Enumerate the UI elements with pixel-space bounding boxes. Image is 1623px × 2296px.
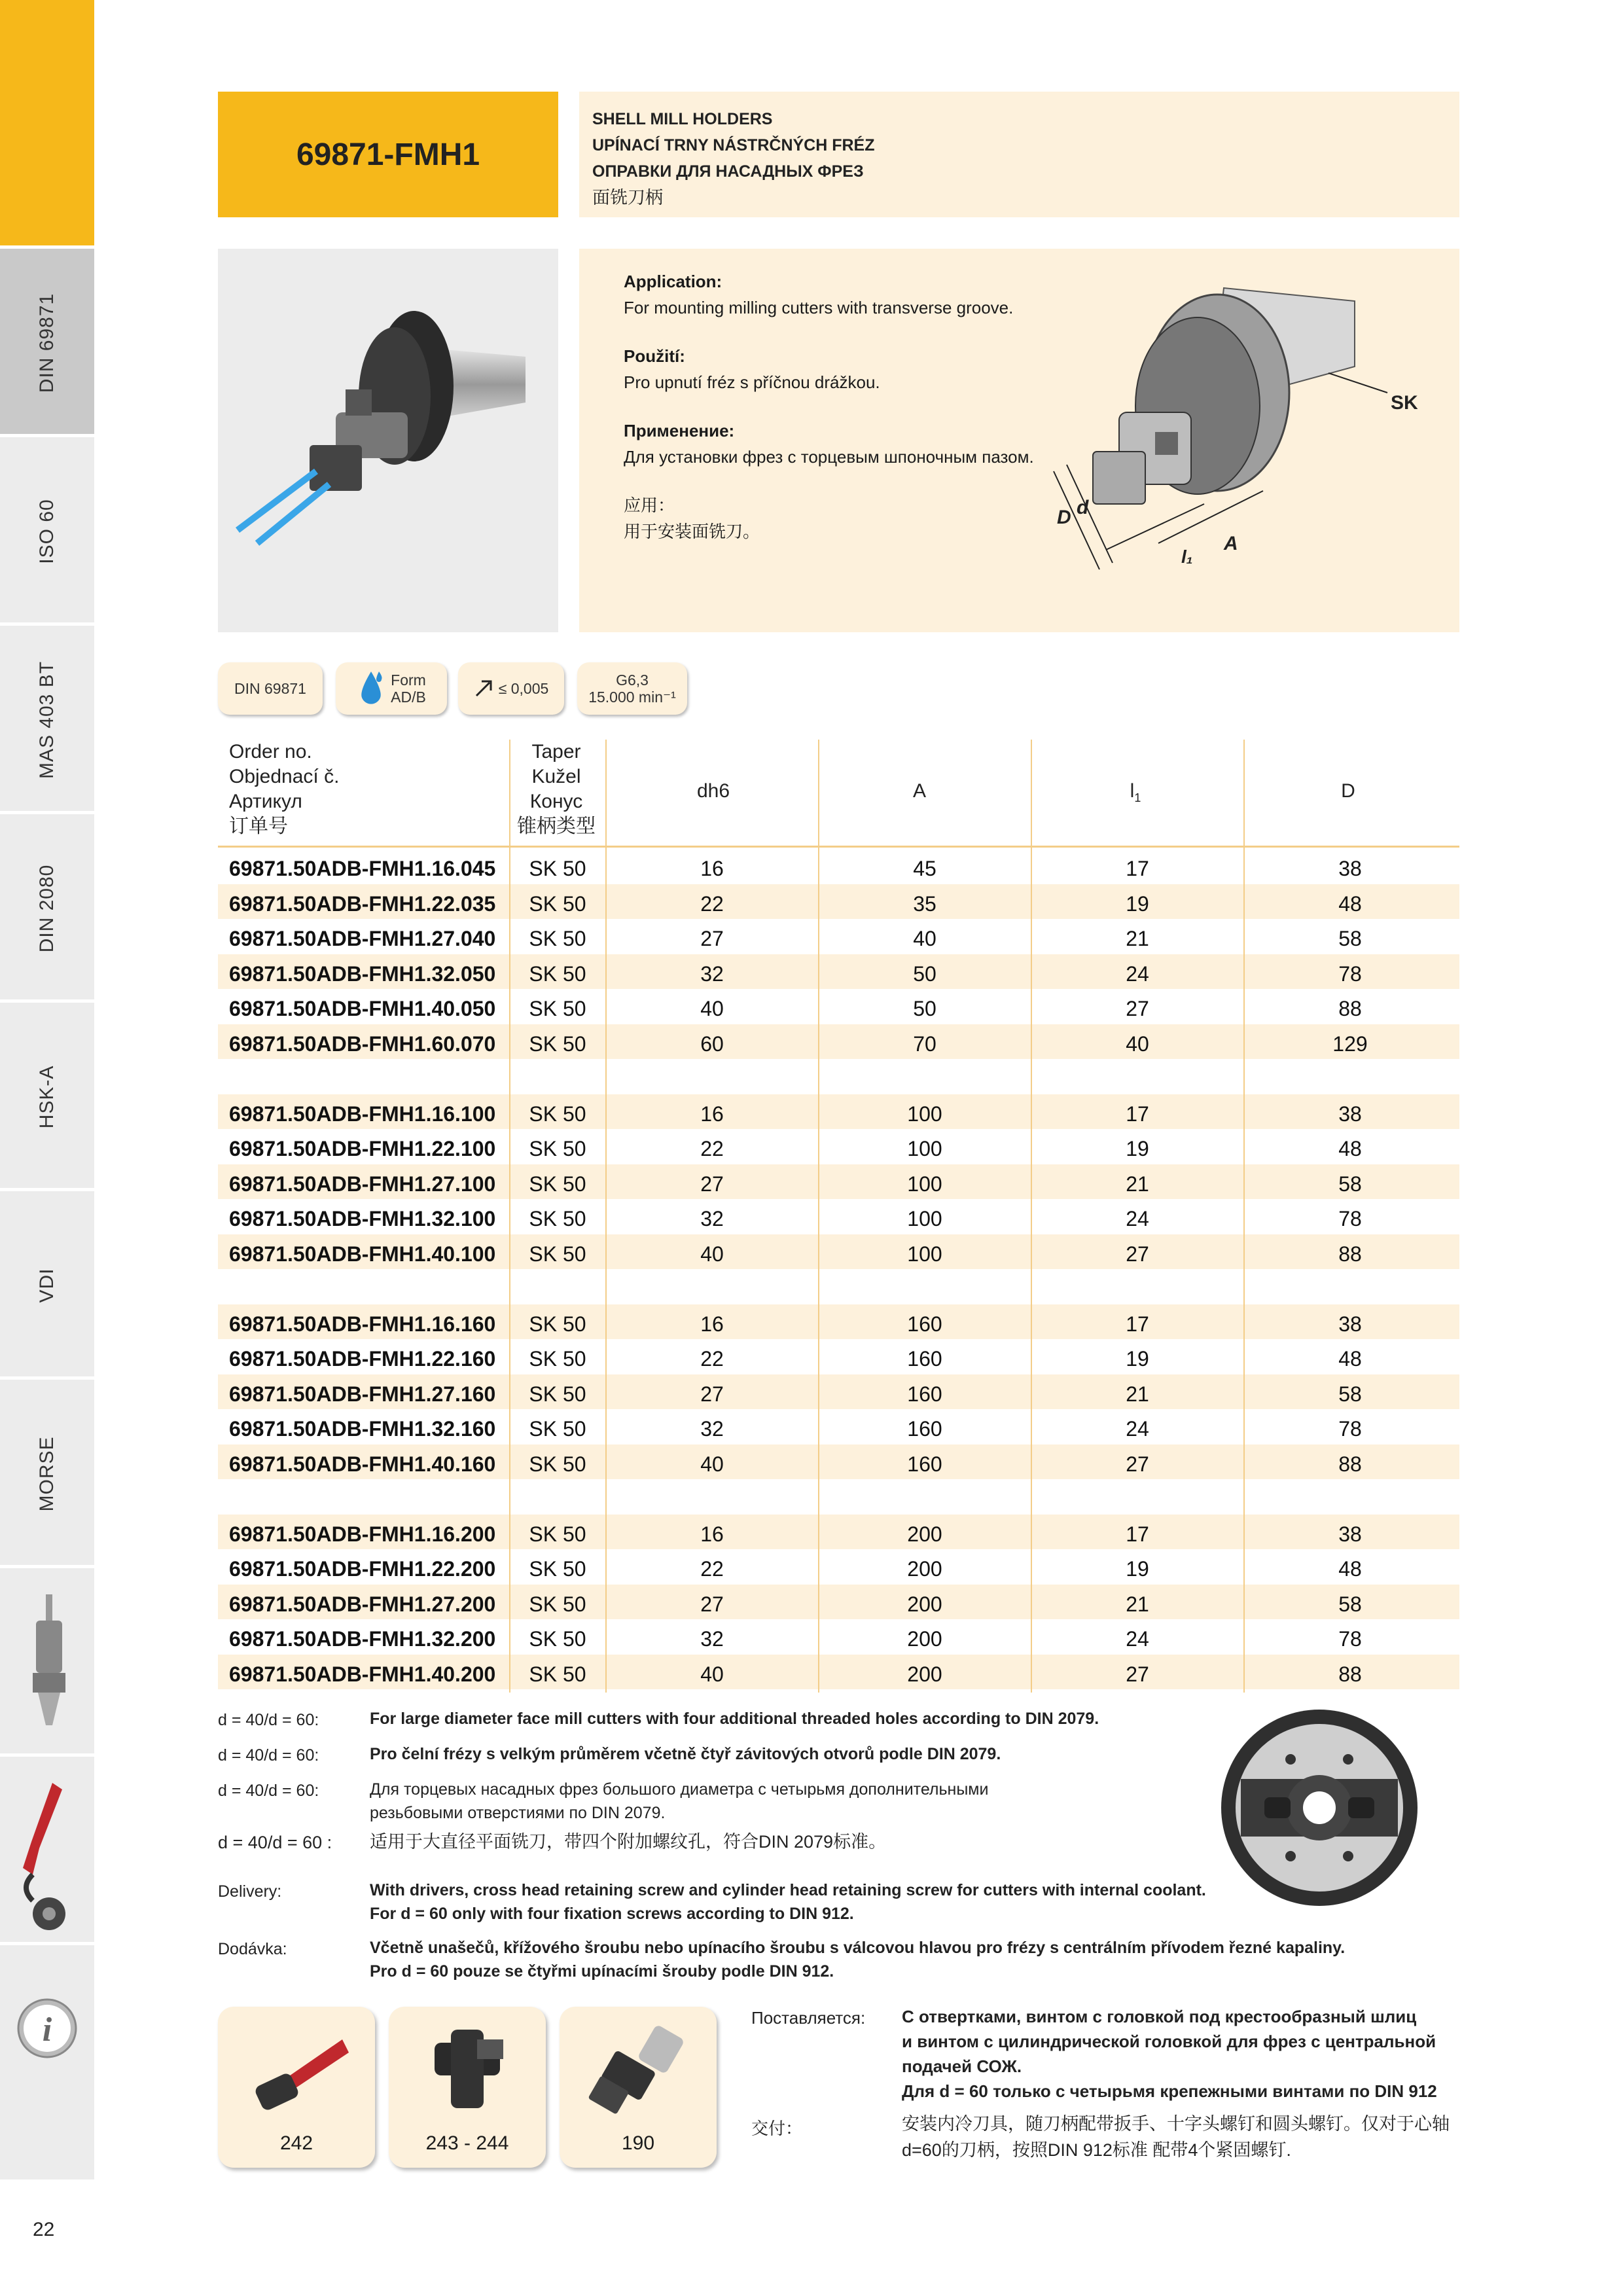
dh6-cell: 22 bbox=[700, 1347, 724, 1371]
badge-form-line2: AD/B bbox=[391, 689, 426, 706]
A-cell: 200 bbox=[907, 1592, 942, 1616]
order-number-cell: 69871.50ADB-FMH1.27.200 bbox=[229, 1592, 496, 1616]
sidebar-tab-din69871[interactable] bbox=[0, 245, 94, 434]
badge-balance-speed: 15.000 min⁻¹ bbox=[588, 689, 676, 706]
A-cell: 200 bbox=[907, 1557, 942, 1581]
sidebar-brand-block bbox=[0, 0, 94, 245]
sidebar bbox=[0, 0, 94, 2179]
l1-cell: 21 bbox=[1126, 1382, 1149, 1406]
table-row bbox=[218, 989, 1459, 1024]
delivery-label-en: Delivery: bbox=[218, 1882, 282, 1901]
table-row bbox=[218, 919, 1459, 954]
header-order-ru: Артикул bbox=[229, 791, 302, 812]
application-heading-cz: Použití: bbox=[624, 346, 685, 366]
table-row bbox=[218, 1304, 1459, 1339]
D-cell: 48 bbox=[1338, 1137, 1362, 1160]
application-panel bbox=[579, 249, 1459, 632]
D-cell: 48 bbox=[1338, 1557, 1362, 1581]
dh6-cell: 27 bbox=[700, 1172, 724, 1196]
l1-cell: 27 bbox=[1126, 1242, 1149, 1266]
header-l: l bbox=[1130, 780, 1135, 802]
badge-din: DIN 69871 bbox=[218, 662, 323, 715]
A-cell: 200 bbox=[907, 1627, 942, 1651]
badge-runout bbox=[458, 662, 564, 715]
technical-drawing bbox=[1041, 262, 1446, 615]
dh6-cell: 16 bbox=[700, 1522, 724, 1546]
dh6-cell: 22 bbox=[700, 891, 724, 916]
header-A: A bbox=[912, 780, 926, 802]
header-dh6: dh6 bbox=[696, 780, 730, 802]
order-number-cell: 69871.50ADB-FMH1.22.160 bbox=[229, 1347, 496, 1371]
order-number-cell: 69871.50ADB-FMH1.16.045 bbox=[229, 857, 496, 880]
delivery-ru-3: подачей СОЖ. bbox=[902, 2056, 1022, 2076]
table-spacer-row bbox=[218, 1059, 1459, 1094]
taper-cell: SK 50 bbox=[529, 1522, 586, 1546]
taper-cell: SK 50 bbox=[529, 927, 586, 950]
shell-mill-holder-photo bbox=[218, 249, 558, 632]
title-en: SHELL MILL HOLDERS bbox=[592, 110, 773, 128]
l1-cell: 27 bbox=[1126, 997, 1149, 1020]
dh6-cell: 32 bbox=[700, 1207, 724, 1230]
badge-balance-grade: G6,3 bbox=[616, 672, 649, 689]
A-cell: 35 bbox=[913, 891, 936, 916]
order-number-cell: 69871.50ADB-FMH1.40.160 bbox=[229, 1452, 496, 1476]
A-cell: 50 bbox=[913, 997, 936, 1020]
column-divider bbox=[1243, 740, 1245, 1693]
column-divider bbox=[509, 740, 510, 1693]
order-number-cell: 69871.50ADB-FMH1.22.035 bbox=[229, 891, 496, 916]
product-code: 69871-FMH1 bbox=[218, 92, 558, 217]
l1-cell: 24 bbox=[1126, 1417, 1149, 1441]
delivery-ru-2: и винтом с цилиндрической головкой для фрез с центральной bbox=[902, 2032, 1436, 2051]
A-cell: 50 bbox=[913, 961, 936, 986]
table-row bbox=[218, 1655, 1459, 1689]
table-spacer-row bbox=[218, 1269, 1459, 1304]
D-cell: 88 bbox=[1338, 1452, 1362, 1476]
l1-cell: 17 bbox=[1126, 1522, 1149, 1546]
table-row bbox=[218, 1164, 1459, 1199]
sidebar-tab-mas403bt[interactable] bbox=[0, 622, 94, 811]
order-number-cell: 69871.50ADB-FMH1.27.100 bbox=[229, 1172, 496, 1196]
sidebar-tab-morse[interactable] bbox=[0, 1376, 94, 1565]
sidebar-tab-din2080[interactable] bbox=[0, 811, 94, 999]
taper-cell: SK 50 bbox=[529, 1207, 586, 1230]
D-cell: 88 bbox=[1338, 1242, 1362, 1266]
product-photo bbox=[218, 249, 558, 632]
D-cell: 129 bbox=[1332, 1031, 1368, 1056]
wrench-icon bbox=[244, 2026, 349, 2125]
badge-balance bbox=[577, 662, 687, 715]
delivery-label-ru: Поставляется: bbox=[751, 2008, 866, 2028]
A-cell: 100 bbox=[907, 1207, 942, 1230]
delivery-label-cn: 交付： bbox=[751, 2119, 803, 2138]
A-cell: 40 bbox=[913, 927, 936, 950]
title-cn: 面铣刀柄 bbox=[592, 188, 663, 207]
l1-cell: 19 bbox=[1126, 1347, 1149, 1371]
note-en: For large diameter face mill cutters with four additional threaded holes according to DIN 2079. bbox=[370, 1710, 1099, 1728]
l1-cell: 27 bbox=[1126, 1452, 1149, 1476]
sidebar-tab-iso60[interactable] bbox=[0, 434, 94, 622]
taper-cell: SK 50 bbox=[529, 891, 586, 916]
taper-cell: SK 50 bbox=[529, 1347, 586, 1371]
header-rule bbox=[218, 846, 1459, 848]
taper-cell: SK 50 bbox=[529, 1102, 586, 1126]
A-cell: 200 bbox=[907, 1522, 942, 1546]
l1-cell: 21 bbox=[1126, 1172, 1149, 1196]
dh6-cell: 60 bbox=[700, 1031, 724, 1056]
sidebar-tab-drill-chuck[interactable] bbox=[0, 1565, 94, 1753]
delivery-cz-2: Pro d = 60 pouze se čtyřmi upínacími šrouby podle DIN 912. bbox=[370, 1962, 834, 1981]
dh6-cell: 27 bbox=[700, 1592, 724, 1616]
order-number-cell: 69871.50ADB-FMH1.32.200 bbox=[229, 1627, 496, 1651]
l1-cell: 21 bbox=[1126, 1592, 1149, 1616]
taper-cell: SK 50 bbox=[529, 1452, 586, 1476]
l1-cell: 27 bbox=[1126, 1662, 1149, 1686]
taper-cell: SK 50 bbox=[529, 1137, 586, 1160]
header-taper-cn: 锥柄类型 bbox=[517, 816, 596, 837]
coolant-drop-icon bbox=[357, 669, 385, 708]
note-ru-1: Для торцевых насадных фрез большого диаметра с четырьмя дополнительными bbox=[370, 1780, 989, 1799]
l1-cell: 17 bbox=[1126, 1102, 1149, 1126]
taper-cell: SK 50 bbox=[529, 1557, 586, 1581]
note-label-cz: d = 40/d = 60: bbox=[218, 1746, 319, 1765]
header-taper-cz: Kužel bbox=[531, 766, 581, 787]
dh6-cell: 16 bbox=[700, 1312, 724, 1336]
A-cell: 45 bbox=[913, 857, 936, 880]
application-text-ru: Для установки фрез с торцевым шпоночным пазом. bbox=[624, 447, 1034, 467]
taper-cell: SK 50 bbox=[529, 1242, 586, 1266]
D-cell: 48 bbox=[1338, 891, 1362, 916]
taper-cell: SK 50 bbox=[529, 961, 586, 986]
A-cell: 200 bbox=[907, 1662, 942, 1686]
table-row bbox=[218, 1129, 1459, 1164]
header-taper-en: Taper bbox=[531, 741, 581, 762]
sidebar-tab-label: DIN 69871 bbox=[36, 293, 58, 393]
table-row bbox=[218, 1199, 1459, 1234]
sidebar-tab-accessories[interactable] bbox=[0, 1753, 94, 1942]
note-cz: Pro čelní frézy s velkým průměrem včetně čtyř závitových otvorů podle DIN 2079. bbox=[370, 1745, 1001, 1763]
order-number-cell: 69871.50ADB-FMH1.60.070 bbox=[229, 1031, 496, 1056]
label-sk: SK bbox=[1391, 392, 1418, 414]
label-d: d bbox=[1077, 497, 1089, 518]
D-cell: 38 bbox=[1338, 1102, 1362, 1126]
order-number-cell: 69871.50ADB-FMH1.27.040 bbox=[229, 927, 496, 950]
taper-cell: SK 50 bbox=[529, 1312, 586, 1336]
delivery-ru-1: С отвертками, винтом с головкой под крестообразный шлиц bbox=[902, 2007, 1417, 2026]
delivery-cz-1: Včetně unašečů, křížového šroubu nebo upínacího šroubu s válcovou hlavou pro frézy s centrálním přívodem řezné kapaliny. bbox=[370, 1939, 1346, 1957]
D-cell: 38 bbox=[1338, 1312, 1362, 1336]
order-number-cell: 69871.50ADB-FMH1.32.050 bbox=[229, 961, 496, 986]
sidebar-tab-info[interactable] bbox=[0, 1942, 94, 2179]
dh6-cell: 27 bbox=[700, 927, 724, 950]
note-ru-2: резьбовыми отверстиями по DIN 2079. bbox=[370, 1804, 666, 1822]
A-cell: 160 bbox=[907, 1347, 942, 1371]
l1-cell: 17 bbox=[1126, 1312, 1149, 1336]
order-number-cell: 69871.50ADB-FMH1.32.100 bbox=[229, 1207, 496, 1230]
application-heading-ru: Применение: bbox=[624, 421, 735, 440]
sidebar-tab-label: DIN 2080 bbox=[36, 864, 58, 953]
delivery-ru-4: Для d = 60 только с четырьмя крепежными винтами по DIN 912 bbox=[902, 2081, 1437, 2101]
D-cell: 58 bbox=[1338, 927, 1362, 950]
taper-cell: SK 50 bbox=[529, 1031, 586, 1056]
application-text-cz: Pro upnutí fréz s příčnou drážkou. bbox=[624, 372, 880, 392]
order-number-cell: 69871.50ADB-FMH1.32.160 bbox=[229, 1417, 496, 1441]
label-l1: l₁ bbox=[1181, 547, 1193, 567]
title-ru: ОПРАВКИ ДЛЯ НАСАДНЫХ ФРЕЗ bbox=[592, 162, 864, 181]
A-cell: 100 bbox=[907, 1102, 942, 1126]
D-cell: 78 bbox=[1338, 961, 1362, 986]
svg-text:i: i bbox=[42, 2011, 52, 2049]
A-cell: 100 bbox=[907, 1137, 942, 1160]
l1-cell: 40 bbox=[1126, 1031, 1149, 1056]
taper-cell: SK 50 bbox=[529, 1417, 586, 1441]
column-divider bbox=[818, 740, 819, 1693]
label-A: A bbox=[1224, 533, 1238, 554]
delivery-cn-2: d=60的刀柄，按照DIN 912标准 配带4个紧固螺钉. bbox=[902, 2140, 1291, 2160]
order-number-cell: 69871.50ADB-FMH1.16.100 bbox=[229, 1102, 496, 1126]
l1-cell: 19 bbox=[1126, 1557, 1149, 1581]
header-order bbox=[229, 740, 339, 839]
taper-cell: SK 50 bbox=[529, 997, 586, 1020]
dh6-cell: 40 bbox=[700, 1242, 724, 1266]
header-taper bbox=[504, 740, 609, 839]
dh6-cell: 32 bbox=[700, 1627, 724, 1651]
order-number-cell: 69871.50ADB-FMH1.22.100 bbox=[229, 1137, 496, 1160]
dh6-cell: 22 bbox=[700, 1137, 724, 1160]
table-row bbox=[218, 1585, 1459, 1619]
application-text-cn: 用于安装面铣刀。 bbox=[624, 522, 760, 541]
l1-cell: 17 bbox=[1126, 857, 1149, 880]
page-number: 22 bbox=[33, 2219, 55, 2240]
table-row bbox=[218, 1515, 1459, 1549]
dh6-cell: 40 bbox=[700, 1452, 724, 1476]
A-cell: 70 bbox=[913, 1031, 936, 1056]
A-cell: 160 bbox=[907, 1452, 942, 1476]
note-label-cn: d = 40/d = 60 : bbox=[218, 1833, 332, 1852]
accessory-number: 243 - 244 bbox=[425, 2132, 509, 2154]
accessory-retaining-screw[interactable] bbox=[560, 2007, 717, 2168]
delivery-en-2: For d = 60 only with four fixation screws according to DIN 912. bbox=[370, 1905, 854, 1923]
dh6-cell: 22 bbox=[700, 1557, 724, 1581]
info-icon bbox=[16, 1998, 79, 2060]
table-row bbox=[218, 849, 1459, 884]
table-row bbox=[218, 1409, 1459, 1444]
D-cell: 78 bbox=[1338, 1207, 1362, 1230]
runout-arrow-icon bbox=[474, 679, 493, 698]
header-D: D bbox=[1341, 780, 1355, 802]
sidebar-tab-hska[interactable] bbox=[0, 999, 94, 1188]
sidebar-tab-label: HSK-A bbox=[36, 1065, 58, 1129]
badge-runout-value: ≤ 0,005 bbox=[498, 679, 549, 697]
accessory-wrench[interactable] bbox=[218, 2007, 375, 2168]
A-cell: 100 bbox=[907, 1242, 942, 1266]
order-number-cell: 69871.50ADB-FMH1.40.050 bbox=[229, 997, 496, 1020]
retaining-screw-icon bbox=[586, 2020, 690, 2125]
sidebar-tab-label: ISO 60 bbox=[36, 499, 58, 564]
column-divider bbox=[1031, 740, 1032, 1693]
l1-cell: 19 bbox=[1126, 891, 1149, 916]
title-cz: UPÍNACÍ TRNY NÁSTRČNÝCH FRÉZ bbox=[592, 136, 875, 154]
header-order-cz: Objednací č. bbox=[229, 766, 340, 787]
drill-chuck-icon bbox=[26, 1594, 72, 1732]
wrench-nut-icon bbox=[13, 1770, 85, 1933]
delivery-label-cz: Dodávka: bbox=[218, 1940, 287, 1958]
D-cell: 48 bbox=[1338, 1347, 1362, 1371]
table-row bbox=[218, 1024, 1459, 1059]
D-cell: 38 bbox=[1338, 1522, 1362, 1546]
D-cell: 58 bbox=[1338, 1382, 1362, 1406]
accessory-number: 242 bbox=[279, 2132, 313, 2154]
A-cell: 160 bbox=[907, 1417, 942, 1441]
header-order-cn: 订单号 bbox=[229, 816, 288, 837]
note-cn: 适用于大直径平面铣刀，带四个附加螺纹孔，符合DIN 2079标准。 bbox=[370, 1832, 887, 1852]
taper-cell: SK 50 bbox=[529, 857, 586, 880]
A-cell: 160 bbox=[907, 1312, 942, 1336]
sidebar-tab-label: MORSE bbox=[36, 1436, 58, 1512]
dh6-cell: 16 bbox=[700, 1102, 724, 1126]
table-row bbox=[218, 1094, 1459, 1129]
table-row bbox=[218, 954, 1459, 989]
l1-cell: 24 bbox=[1126, 1207, 1149, 1230]
dh6-cell: 16 bbox=[700, 857, 724, 880]
delivery-en-1: With drivers, cross head retaining screw and cylinder head retaining screw for cutters with internal coolant. bbox=[370, 1881, 1206, 1899]
taper-cell: SK 50 bbox=[529, 1592, 586, 1616]
dh6-cell: 32 bbox=[700, 961, 724, 986]
order-number-cell: 69871.50ADB-FMH1.22.200 bbox=[229, 1557, 496, 1581]
order-number-cell: 69871.50ADB-FMH1.16.160 bbox=[229, 1312, 496, 1336]
note-label-en: d = 40/d = 60: bbox=[218, 1711, 319, 1729]
order-number-cell: 69871.50ADB-FMH1.27.160 bbox=[229, 1382, 496, 1406]
table-row bbox=[218, 1374, 1459, 1409]
dh6-cell: 40 bbox=[700, 997, 724, 1020]
header-taper-ru: Конус bbox=[529, 791, 583, 812]
table-spacer-row bbox=[218, 1479, 1459, 1514]
dh6-cell: 27 bbox=[700, 1382, 724, 1406]
face-mill-adapter-image bbox=[1219, 1707, 1420, 1909]
application-heading-en: Application: bbox=[624, 272, 722, 291]
D-cell: 78 bbox=[1338, 1627, 1362, 1651]
column-divider bbox=[605, 740, 607, 1693]
D-cell: 58 bbox=[1338, 1592, 1362, 1616]
header-l1 bbox=[1077, 779, 1194, 810]
header-order-en: Order no. bbox=[229, 741, 312, 762]
product-titles bbox=[579, 92, 1459, 217]
table-row bbox=[218, 1549, 1459, 1584]
sidebar-tab-label: VDI bbox=[36, 1268, 58, 1303]
A-cell: 160 bbox=[907, 1382, 942, 1406]
taper-cell: SK 50 bbox=[529, 1172, 586, 1196]
badge-form-line1: Form bbox=[391, 672, 426, 689]
note-label-ru: d = 40/d = 60: bbox=[218, 1782, 319, 1800]
D-cell: 38 bbox=[1338, 857, 1362, 880]
table-row bbox=[218, 1339, 1459, 1374]
delivery-cn-1: 安装内冷刀具，随刀柄配带扳手、十字头螺钉和圆头螺钉。仅对于心轴 bbox=[902, 2114, 1450, 2134]
l1-cell: 24 bbox=[1126, 1627, 1149, 1651]
A-cell: 100 bbox=[907, 1172, 942, 1196]
table-row bbox=[218, 1234, 1459, 1269]
table-row bbox=[218, 1619, 1459, 1654]
label-D: D bbox=[1057, 507, 1071, 528]
dh6-cell: 40 bbox=[700, 1662, 724, 1686]
order-number-cell: 69871.50ADB-FMH1.16.200 bbox=[229, 1522, 496, 1546]
accessory-cross-screw[interactable] bbox=[389, 2007, 546, 2168]
order-number-cell: 69871.50ADB-FMH1.40.100 bbox=[229, 1242, 496, 1266]
accessory-number: 190 bbox=[621, 2132, 655, 2154]
D-cell: 78 bbox=[1338, 1417, 1362, 1441]
header-l-sub: 1 bbox=[1134, 791, 1141, 804]
sidebar-tab-vdi[interactable] bbox=[0, 1188, 94, 1376]
table-row bbox=[218, 1444, 1459, 1479]
dh6-cell: 32 bbox=[700, 1417, 724, 1441]
D-cell: 88 bbox=[1338, 997, 1362, 1020]
l1-cell: 19 bbox=[1126, 1137, 1149, 1160]
order-number-cell: 69871.50ADB-FMH1.40.200 bbox=[229, 1662, 496, 1686]
D-cell: 88 bbox=[1338, 1662, 1362, 1686]
taper-cell: SK 50 bbox=[529, 1662, 586, 1686]
D-cell: 58 bbox=[1338, 1172, 1362, 1196]
application-text-en: For mounting milling cutters with transverse groove. bbox=[624, 298, 1014, 317]
table-row bbox=[218, 884, 1459, 919]
application-heading-cn: 应用： bbox=[624, 495, 675, 515]
sidebar-tab-label: MAS 403 BT bbox=[36, 660, 58, 780]
taper-cell: SK 50 bbox=[529, 1382, 586, 1406]
cross-head-screw-icon bbox=[421, 2023, 513, 2121]
l1-cell: 24 bbox=[1126, 961, 1149, 986]
l1-cell: 21 bbox=[1126, 927, 1149, 950]
badge-form bbox=[336, 662, 447, 715]
taper-cell: SK 50 bbox=[529, 1627, 586, 1651]
